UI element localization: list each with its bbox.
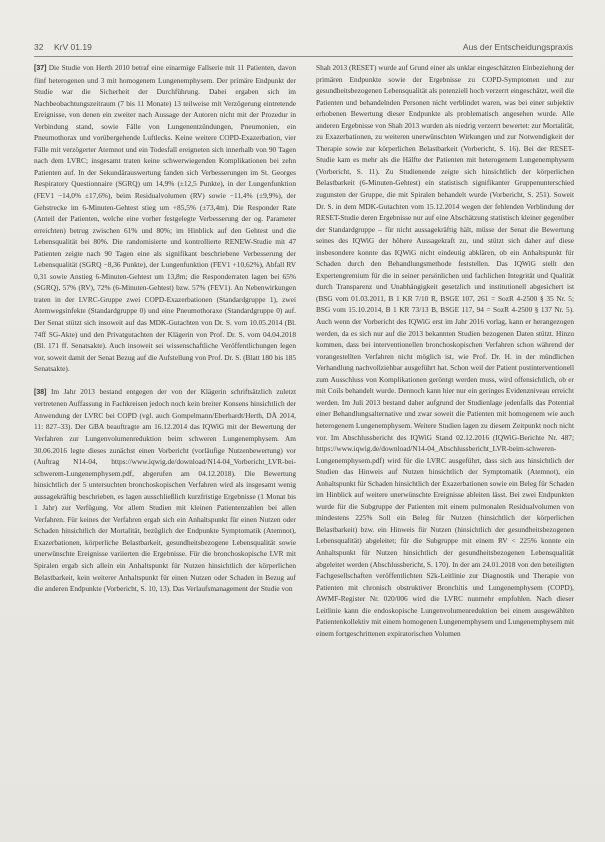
running-header [34, 42, 573, 56]
paragraph-text: Im Jahr 2013 bestand entgegen der von der Klägerin schriftsätzlich zuletzt vertretenen Auffassung in Fachkreisen jedoch noch kein breiter Konsens hinsichtlich der Anwendung der LVRC bei COPD (vgl. auch Gompelmann/Eberhardt/Herth, DÄ 2014, 11: 827–33). Der GBA beauftragte am 16.12.2014 das IQWiG mit der Bewertung der Verfahren zur Lungenvolumenreduktion beim schweren Lungenemphysem. Am 30.06.2016 legte dieses zunächst einen Vorbericht (vorläufige Nutzenbewertung) vor (Auftrag N14-04, https://www.iqwig.de/download/N14-04_Vorbericht_LVR-bei-schwerem-Lungenemphysem.pdf, abgerufen am 04.12.2018). Die Bewertung hinsichtlich der 5 untersuchten bronchoskopischen Verfahren wird als insgesamt wenig aussagekräftig beschrieben, es lagen ausschließlich kurzfristige Ergebnisse (1 Monat bis 1 Jahr) zur Verfügung. Vor allem Studien mit kleinen Patientenzahlen bei allen Verfahren. Für keines der Verfahren ergab sich ein Anhaltspunkt für einen Nutzen oder Schaden hinsichtlich der Mortalität, bezüglich der Endpunkte Symptomatik (Atemnot), Exazerbationen, körperliche Belastbarkeit, gesundheitsbezogene Lebensqualität sowie unerwünschte Ereignisse variierten die Ergebnisse. Für die bronchoskopische LVR mit Spiralen ergab sich allein ein Anhaltspunkt für Nutzen hinsichtlich der körperlichen Belastbarkeit, kein weiterer Anhaltspunkt für einen Nutzen oder Schaden in Bezug auf die anderen Endpunkte (Vorbericht, S. 10, 13). Das Verlaufsmanagement der Studie von [34, 386, 296, 594]
page-number: 32 [34, 42, 44, 52]
section-title: Aus der Entscheidungspraxis [462, 42, 573, 52]
paragraph-text: Shah 2013 (RESET) wurde auf Grund einer als unklar eingeschätzten Einbeziehung der primären Endpunkte sowie der Ergebnisse zu COPD-Symptomen und zur gesundheitsbezogenen Lebensqualität als potenziell hoch verzerrt eingeschätzt, weil die Patienten und behandelnden Personen nicht verblindet waren, was bei einer subjektiv erhobenen Bewertung dieser Endpunkte als problematisch angesehen wurde. Alle anderen Ergebnisse von Shah 2013 wurden als niedrig verzerrt bewertet: zur Mortalität, zu Exazerbationen, zu weiteren unerwünschten Wirkungen und zur Notwendigkeit der Therapie sowie zur körperlichen Belastbarkeit (Vorbericht, S. 16). Bei der RESET-Studie kam es mehr als die Hälfte der Patienten mit heterogenem Lungenemphysem (Vorbericht, S. 11). Zu Studienende zeigte sich hinsichtlich der körperlichen Belastbarkeit (6-Minuten-Gehtest) ein statistisch signifikanter Gruppenunterschied zugunsten der Gruppe, die mit Spiralen behandelt wurde (Vorbericht, S. 251). Soweit Dr. S. in dem MDK-Gutachten vom 15.12.2014 wegen der fehlenden Verblindung der RESET-Studie deren Ergebnisse nur auf eine Abschätzung statistisch kleiner gegenüber der Standardgruppe – für nicht aussagekräftig hält, müsse der Senat die Bewertung seines des IQWiG der höhere Aussagekraft zu, und stützt sich daher auf diese insbesondere konnte das IQWiG nicht eindeutig abklären, ob ein Anhaltspunkt für Schaden durch den Behandlungsmethode feststellen. Das IQWiG stellt den Expertengremium für die in seiner persönlichen und fachlichen Integrität und Qualität durch Transparenz und Unabhängigkeit gesetzlich und institutionell abgesichert ist (BSG vom 01.03.2011, B 1 KR 7/10 R, BSGE 107, 261 = SozR 4-2500 § 35 Nr. 5; BSG vom 15.10.2014, B 1 KR 73/13 B, BSGE 117, 94 = SozR 4-2500 § 137 Nr. 5). Auch wenn der Vorbericht des IQWiG erst im Jahr 2016 vorlag, kann er herangezogen werden, da es sich nur auf die 2013 bekannten Studien bezogenen Daten stützt. Hinzu kommen, dass bei interventionellen bronchoskopischen Verfahren schon während der vorangestellten Verfahren nicht möglich ist, wie Prof. Dr. H. in der mündlichen Verhandlung nachvollziehbar ausgeführt hat. Schon weil der Patient postinterventionell zum Ausschluss von Komplikationen geröntgt werden muss, wird offensichtlich, ob er mit Coils behandelt wurde. Dennoch kann hier nur ein geringes Evidenzniveau erreicht werden. Im Juli 2013 bestand daher aufgrund der Studienlage jedenfalls das Potential einer Behandlungsalternative und zwar soweit die Patienten mit homogenem wie auch heterogenem Lungenemphysem. Weitere Studien lagen zu diesem Zeitpunkt noch nicht vor. Im Abschlussbericht des IQWiG Stand 02.12.2016 (IQWiG-Berichte Nr. 487; https://www.iqwig.de/download/N14-04_Abschlussbericht_LVR-beim-schweren-Lungenemphysem.pdf) wird für die LVRC ausgeführt, dass sich aus hinsichtlich der Studien das Hinweis auf Nutzen hinsichtlich der Symptomatik (Atemnot), ein Anhaltspunkt für Schaden hinsichtlich der Exazerbationen sowie ein Beleg für Schaden im Hinblick auf weitere unerwünschte Ereignisse ableiten lässt. Bei zwei Endpunkten wurde für die Subgruppe der Patienten mit einem pulmonalen Residualvolumen von mindestens 225% Soll ein Beleg für Nutzen (hinsichtlich der körperlichen Belastbarkeit) bzw. ein Hinweis für Nutzen (hinsichtlich der gesundheitsbezogenen Lebensqualität) abgeleitet; für die Subgruppe mit einem RV < 225% konnte ein Anhaltspunkt für Nutzen hinsichtlich der gesundheitsbezogenen Lebensqualität abgeleitet werden (Abschlussbericht, S. 170). In der am 24.01.2018 von den beteiligten Fachgesellschaften veröffentlichten S2k-Leitlinie zur Diagnostik und Therapie von Patienten mit chronisch obstruktiver Bronchitis und Lungenemphysem (COPD), AWMF-Register Nr. 020/006 wird die LVRC nunmehr empfohlen. Nach dieser Leitlinie kann die endoskopische Lungenvolumenreduktion bei einem ausgewählten Patientenkollektiv mit einem homogenen Lungenemphysem und Lungenemphysem mit einem fortgeschrittenen expiratorischen Volumen [316, 63, 574, 638]
right-column [316, 62, 574, 822]
journal-name: KrV 01.19 [54, 42, 92, 52]
paragraph-37 [34, 62, 296, 375]
marginal-number: [38] [34, 388, 47, 396]
paragraph-38 [34, 386, 296, 595]
left-column [34, 62, 296, 822]
marginal-number: [37] [34, 65, 47, 72]
header-rule [34, 56, 573, 57]
paragraph-text: Die Studie von Herth 2010 betraf eine einarmige Fallserie mit 11 Patienten, davon fünf heterogenen und 3 mit homogenem Lungenemphysem. Der primäre Endpunkt der Studie war die Sicherheit der Durchführung. Dabei ergaben sich im Nachbeobachtungszeitraum (7 bis 11 Monate) 13 teilweise mit Verzögerung eintretende Ereignisse, von denen ein zweiter nach Aussage der Autoren nicht mit der Prozedur in Verbindung stand, sowie Fälle von Lungenentzündungen, Pneumonien, ein Pneumothorax und vorübergehende Luftlecks. Keine weitere COPD-Exazerbation, vier Fälle mit verzögerter Atemnot und ein Todesfall ereigneten sich innerhalb von 90 Tagen nach dem LVRC; insgesamt traten keine schwerwiegenden Komplikationen bei zehn Patienten auf. In der Sekundärauswertung fanden sich Verbesserungen im St. Georges Respiratory Questionnaire (SGRQ) um 14,9% (±12,5 Punkte), in der Lungenfunktion (FEV1 −14,0% ±17,6%), beim Residualvolumen (RV) sowie −11,4% (±9,9%), der Gehstrecke im 6-Minuten-Gehtest stieg um +85,5% (±73,4m). Die Responder Rate (Anteil der Patienten, welche eine vorher festgelegte Verbesserung der og. Parameter erreichten) betrug zwischen 61% und 80%; im Hinblick auf den Gehtest und die Lebensqualität bei 80%. Die randomisierte und kontrollierte RENEW-Studie mit 47 Patienten zeigte nach 90 Tagen eine als signifikant beschriebene Verbesserung der Lebensqualität (SGRQ −8,36 Punkte), der Lungenfunktion (FEV1 +10,62%), Abfall RV 0,31 sowie Anstieg 6-Minuten-Gehtest um 13,8m; die Responderraten lagen bei 65% (SGRQ), 57% (RV), 72% (6-Minuten-Gehtest) bzw. 57% (FEV1). An Nebenwirkungen traten in der LVRC-Gruppe zwei COPD-Exazerbationen (Standardgruppe 1), zwei Atemwegsinfekte (Standardgruppe 0) und eine Pneumothoraxe (Standardgruppe 0) auf. Der Senat stützt sich insoweit auf das MDK-Gutachten von Dr. S. vom 10.05.2014 (Bl. 74ff SG-Akte) und den Privatgutachten der Klägerin von Prof. Dr. S. vom 04.04.2018 (Bl. 171 ff. Senatsakte). Auch insoweit sei wissenschaftliche Veröffentlichungen legen vor, soweit damit der Senat Bezug auf die Aufstellung von Prof. Dr. S. (Blatt 180 bis 185 Senatsakte). [34, 63, 296, 374]
paragraph-38-continued [316, 62, 574, 639]
